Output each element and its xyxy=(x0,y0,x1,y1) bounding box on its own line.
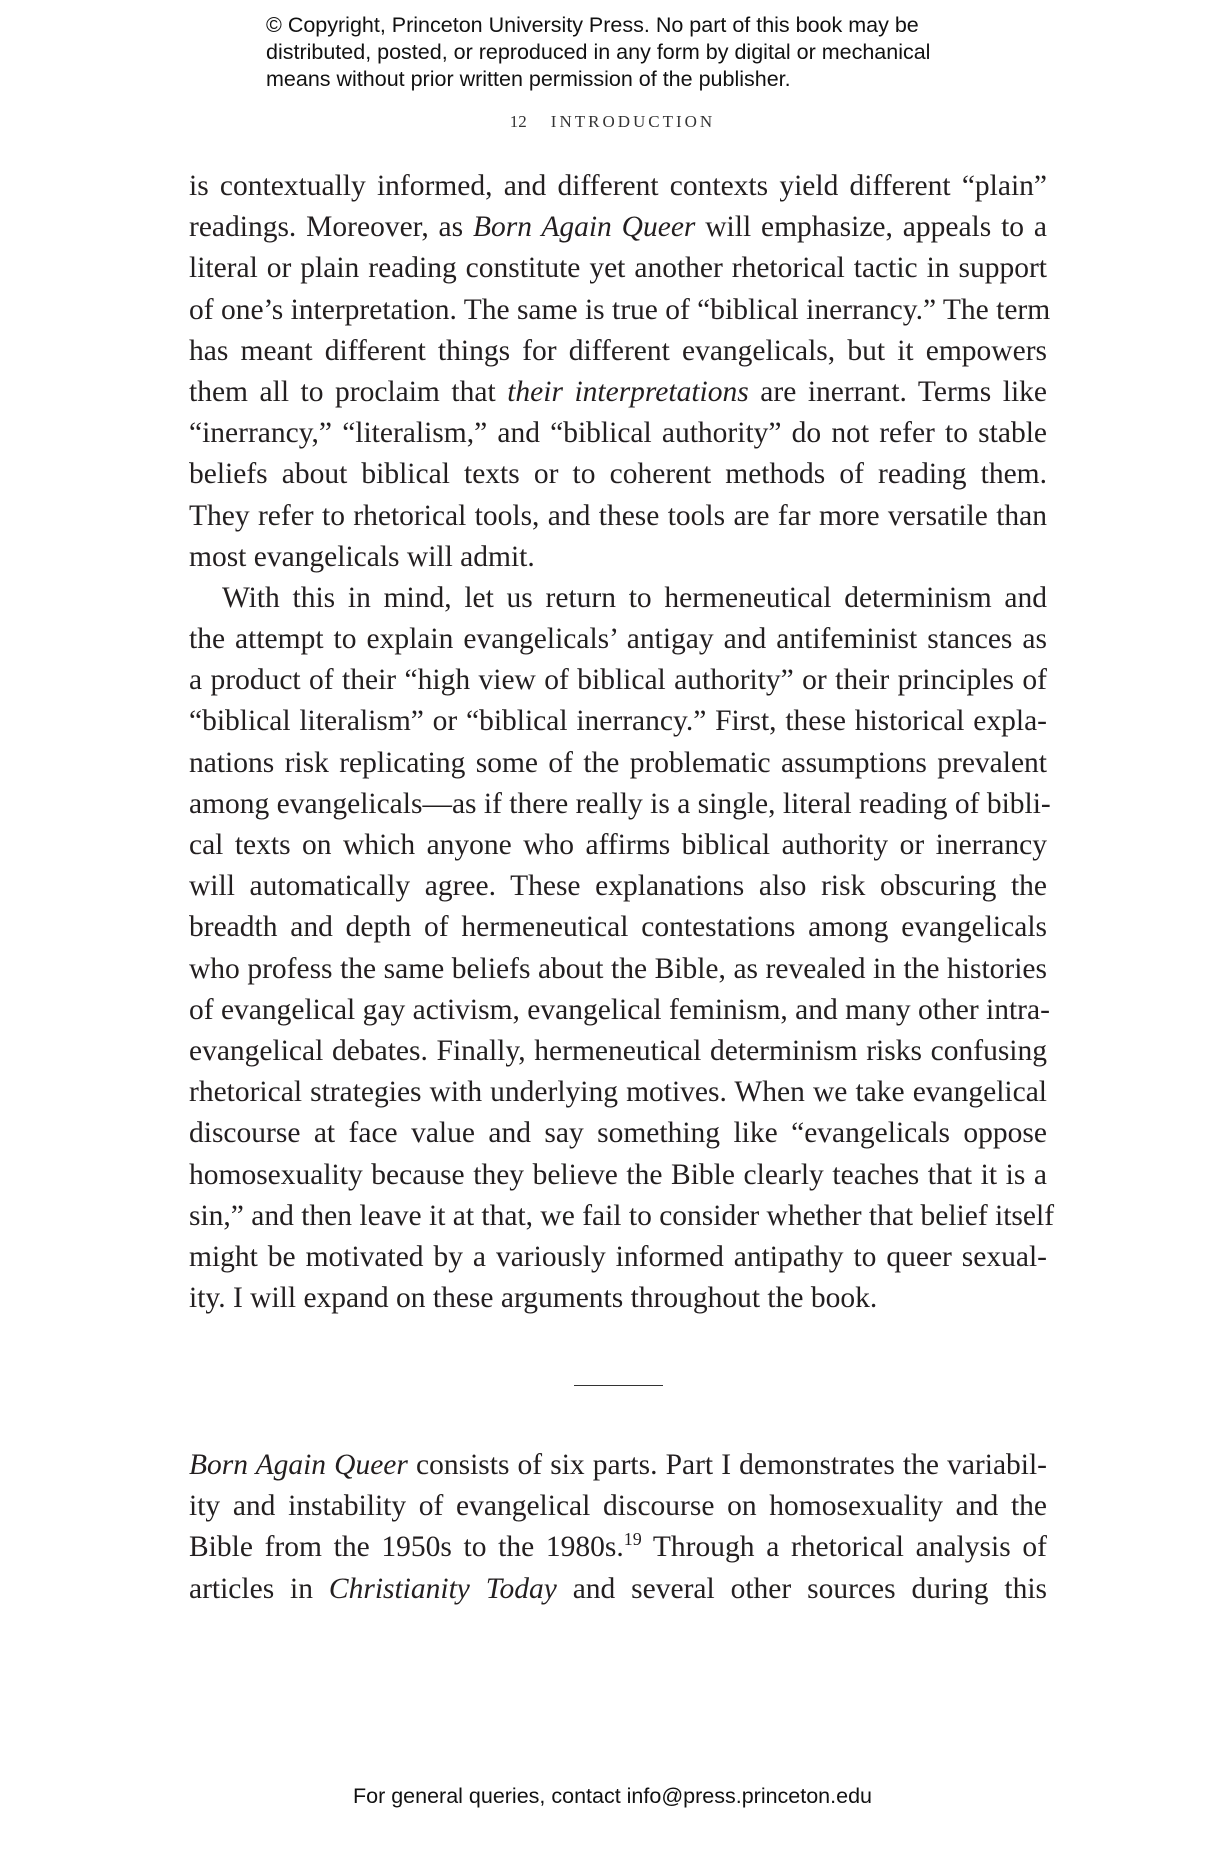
text-segment: Through a rhetorical analysis of xyxy=(641,1531,1047,1564)
text-line xyxy=(189,248,1047,289)
text-segment: has meant different things for different evangelicals, but it empowers xyxy=(189,334,1047,367)
text-segment: is contextually informed, and different contexts yield different “plain” xyxy=(189,170,1047,202)
text-segment: beliefs about biblical texts or to coherent methods of reading them. xyxy=(189,458,1047,491)
text-segment: will automatically agree. These explanations also risk obscuring the xyxy=(189,870,1047,903)
text-segment: who profess the same beliefs about the Bible, as revealed in the histories xyxy=(189,952,1047,985)
text-line xyxy=(189,866,1047,907)
text-segment: readings. Moreover, as xyxy=(189,211,473,244)
text-segment: and several other sources during this xyxy=(556,1572,1047,1605)
text-line xyxy=(189,1031,1047,1072)
text-segment: They refer to rhetorical tools, and these tools are far more versatile than xyxy=(189,499,1047,532)
text-segment: rhetorical strategies with underlying motives. When we take evangelical xyxy=(189,1076,1047,1109)
text-segment: breadth and depth of hermeneutical contestations among evangelicals xyxy=(189,911,1047,944)
text-line xyxy=(189,990,1050,1031)
text-segment: a product of their “high view of biblical authority” or their principles of xyxy=(189,664,1047,697)
text-line xyxy=(189,1486,1047,1527)
text-line xyxy=(189,1196,1055,1237)
text-segment: cal texts on which anyone who affirms biblical authority or inerrancy xyxy=(189,829,1047,861)
text-segment: most evangelicals will admit. xyxy=(189,540,535,573)
section-break-rule xyxy=(574,1385,663,1386)
text-line xyxy=(189,496,1047,537)
text-line xyxy=(189,701,1047,742)
section-title: INTRODUCTION xyxy=(550,112,716,131)
text-segment: will emphasize, appeals to a xyxy=(695,211,1047,244)
text-line xyxy=(189,949,1047,990)
text-segment: evangelical debates. Finally, hermeneutical determinism risks confusing xyxy=(189,1034,1047,1067)
text-segment: With this in mind, let us return to hermeneutical determinism and xyxy=(222,581,1047,614)
paragraph xyxy=(189,1445,1047,1610)
text-line xyxy=(189,1113,1047,1154)
text-line xyxy=(189,290,1051,331)
text-segment: nations risk replicating some of the problematic assumptions prevalent xyxy=(189,746,1047,779)
text-line xyxy=(189,660,1047,701)
copyright-line: © Copyright, Princeton University Press. No part of this book may be xyxy=(266,13,919,37)
text-segment: the attempt to explain evangelicals’ antigay and antifeminist stances as xyxy=(189,623,1047,656)
text-line xyxy=(189,454,1047,495)
copyright-line: distributed, posted, or reproduced in any form by digital or mechanical xyxy=(266,40,931,64)
italic-title: their interpretations xyxy=(507,375,749,408)
italic-title: Born Again Queer xyxy=(473,211,696,244)
text-line xyxy=(189,331,1047,372)
paragraph xyxy=(189,578,1055,1319)
text-line xyxy=(189,743,1047,784)
copyright-notice xyxy=(266,12,1026,93)
text-line xyxy=(189,907,1047,948)
body-text-upper xyxy=(189,166,1055,1319)
text-line xyxy=(189,537,1047,578)
running-head xyxy=(0,112,1225,132)
text-line xyxy=(189,1072,1047,1113)
text-line xyxy=(189,1527,1047,1568)
text-line xyxy=(189,166,1047,207)
text-segment: literal or plain reading constitute yet another rhetorical tactic in support xyxy=(189,252,1047,285)
text-segment: ity. I will expand on these arguments throughout the book. xyxy=(189,1282,878,1315)
text-segment: “biblical literalism” or “biblical inerrancy.” First, these historical expla- xyxy=(189,705,1047,738)
text-line xyxy=(189,1445,1047,1486)
text-line xyxy=(189,1155,1047,1196)
text-line xyxy=(189,207,1047,248)
text-line xyxy=(189,413,1047,454)
text-segment: ity and instability of evangelical discourse on homosexuality and the xyxy=(189,1490,1047,1523)
text-segment: consists of six parts. Part I demonstrates the variabil- xyxy=(407,1449,1048,1481)
copyright-line: means without prior written permission of the publisher. xyxy=(266,67,791,91)
text-line xyxy=(189,1237,1047,1278)
text-line xyxy=(189,372,1047,413)
page-number: 12 xyxy=(509,112,527,131)
text-line xyxy=(189,1569,1047,1610)
text-segment: articles in xyxy=(189,1572,329,1605)
text-line xyxy=(189,784,1051,825)
text-segment: Bible from the 1950s to the 1980s. xyxy=(189,1531,624,1564)
paragraph xyxy=(189,166,1051,578)
footer-contact: For general queries, contact info@press.princeton.edu xyxy=(352,1784,872,1808)
text-segment: “inerrancy,” “literalism,” and “biblical authority” do not refer to stable xyxy=(189,417,1047,450)
text-segment: are inerrant. Terms like xyxy=(748,375,1048,408)
italic-title: Born Again Queer xyxy=(189,1449,408,1481)
text-segment: might be motivated by a variously informed antipathy to queer sexual- xyxy=(189,1240,1047,1273)
body-text-lower xyxy=(189,1445,1047,1610)
text-line xyxy=(189,578,1047,619)
text-segment: among evangelicals—as if there really is a single, literal reading of bibli- xyxy=(189,787,1051,820)
text-segment: discourse at face value and say something like “evangelicals oppose xyxy=(189,1117,1047,1150)
text-segment: them all to proclaim that xyxy=(189,375,508,408)
text-segment: sin,” and then leave it at that, we fail to consider whether that belief itself xyxy=(189,1199,1055,1232)
italic-title: Christianity Today xyxy=(328,1572,557,1605)
text-segment: homosexuality because they believe the Bible clearly teaches that it is a xyxy=(189,1158,1047,1191)
footnote-marker[interactable]: 19 xyxy=(623,1529,642,1550)
text-line xyxy=(189,619,1047,660)
text-line xyxy=(189,1278,1047,1319)
text-line xyxy=(189,825,1047,866)
text-segment: of one’s interpretation. The same is true of “biblical inerrancy.” The term xyxy=(189,293,1051,326)
text-segment: of evangelical gay activism, evangelical feminism, and many other intra- xyxy=(189,993,1050,1026)
